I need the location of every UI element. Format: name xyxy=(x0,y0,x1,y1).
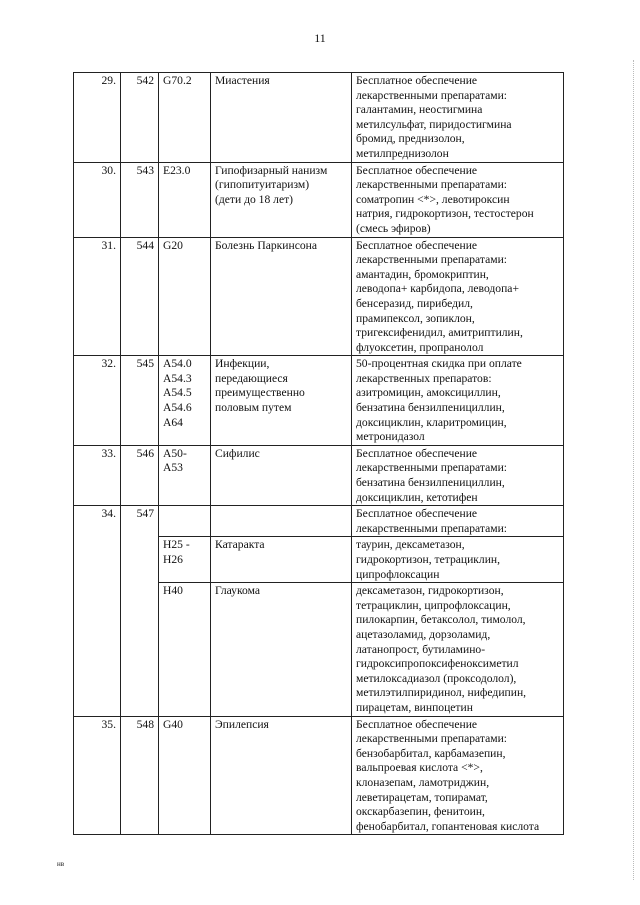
icd-code: G20 xyxy=(159,237,211,356)
row-id: 546 xyxy=(121,445,159,505)
icd-code xyxy=(159,506,211,537)
row-number: 34. xyxy=(74,506,121,716)
footer-mark: нв xyxy=(57,860,65,868)
scan-edge-marks xyxy=(632,60,634,880)
icd-code: G70.2 xyxy=(159,73,211,163)
icd-code: H40 xyxy=(159,583,211,716)
page-number: 11 xyxy=(314,31,326,45)
drug-list: Бесплатное обеспечение лекарственными препаратами: соматропин <*>, левотироксин натрия, гидрокортизон, тестостерон (смесь эфиров) xyxy=(352,162,564,237)
drug-list: Бесплатное обеспечение лекарственными препаратами: амантадин, бромокриптин, леводопа+ карбидопа, леводопа+ бенсеразид, пирибедил, прамипексол, зопиклон, тригексифенидил, амитриптилин, флуоксетин, пропранолол xyxy=(352,237,564,356)
table-row xyxy=(74,237,564,356)
row-number: 32. xyxy=(74,356,121,446)
drug-list: Бесплатное обеспечение лекарственными препаратами: галантамин, неостигмина метилсульфат, пиридостигмина бромид, преднизолон, метилпреднизолон xyxy=(352,73,564,163)
row-number: 29. xyxy=(74,73,121,163)
icd-code: E23.0 xyxy=(159,162,211,237)
disease-name: Катаракта xyxy=(211,537,352,583)
row-id: 545 xyxy=(121,356,159,446)
icd-code: G40 xyxy=(159,716,211,835)
icd-code: A54.0 A54.3 A54.5 A54.6 A64 xyxy=(159,356,211,446)
row-number: 30. xyxy=(74,162,121,237)
table-row xyxy=(74,445,564,505)
drug-list: Бесплатное обеспечение лекарственными препаратами: бензобарбитал, карбамазепин, вальпроевая кислота <*>, клоназепам, ламотриджин, леветирацетам, топирамат, окскарбазепин, фенитоин, фенобарбитал, гопантеновая кислота xyxy=(352,716,564,835)
row-id: 544 xyxy=(121,237,159,356)
row-id: 548 xyxy=(121,716,159,835)
row-id: 543 xyxy=(121,162,159,237)
drug-list: Бесплатное обеспечение лекарственными препаратами: бензатина бензилпенициллин, доксициклин, кетотифен xyxy=(352,445,564,505)
row-number: 31. xyxy=(74,237,121,356)
disease-name: Инфекции, передающиеся преимущественно половым путем xyxy=(211,356,352,446)
table-row xyxy=(74,162,564,237)
disease-name xyxy=(211,506,352,537)
table-row xyxy=(74,73,564,163)
disease-name: Гипофизарный нанизм (гипопитуитаризм) (дети до 18 лет) xyxy=(211,162,352,237)
disease-name: Миастения xyxy=(211,73,352,163)
drug-list: дексаметазон, гидрокортизон, тетрациклин, ципрофлоксацин, пилокарпин, бетаксолол, тимолол, ацетазоламид, дорзоламид, латанопрост, бутиламино- гидроксипропоксифеноксиметил метилоксадиазол (проксодолол), метилэтилпиридинол, нифедипин, пирацетам, винпоцетин xyxy=(352,583,564,716)
row-id: 542 xyxy=(121,73,159,163)
drug-list-header: Бесплатное обеспечение лекарственными препаратами: xyxy=(352,506,564,537)
drug-provision-table xyxy=(73,72,564,835)
row-number: 33. xyxy=(74,445,121,505)
disease-name: Сифилис xyxy=(211,445,352,505)
drug-list: таурин, дексаметазон, гидрокортизон, тетрациклин, ципрофлоксацин xyxy=(352,537,564,583)
disease-name: Глаукома xyxy=(211,583,352,716)
table-row xyxy=(74,356,564,446)
row-id: 547 xyxy=(121,506,159,716)
drug-list: 50-процентная скидка при оплате лекарственных препаратов: азитромицин, амоксициллин, бензатина бензилпенициллин, доксициклин, кларитромицин, метронидазол xyxy=(352,356,564,446)
disease-name: Эпилепсия xyxy=(211,716,352,835)
row-number: 35. xyxy=(74,716,121,835)
icd-code: A50- A53 xyxy=(159,445,211,505)
table-row xyxy=(74,506,564,537)
table-row xyxy=(74,716,564,835)
icd-code: H25 - H26 xyxy=(159,537,211,583)
disease-name: Болезнь Паркинсона xyxy=(211,237,352,356)
